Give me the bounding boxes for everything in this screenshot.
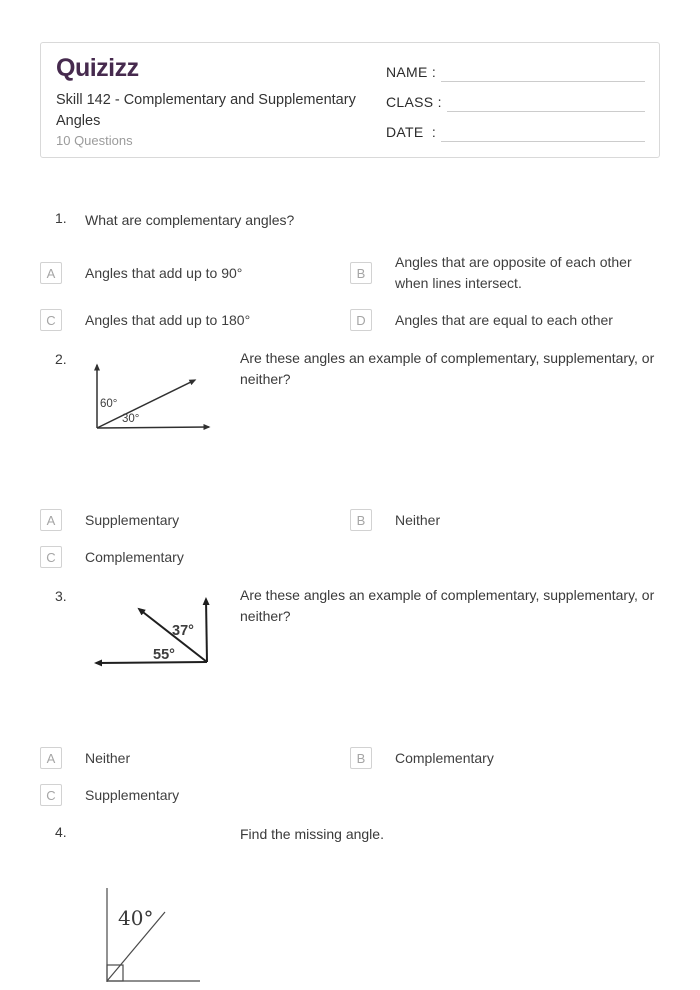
option-label: Angles that are equal to each other (395, 311, 613, 328)
question-1-option-a (40, 250, 340, 296)
option-label: Supplementary (85, 511, 180, 528)
question-1-number: 1. (55, 210, 67, 226)
question-3-angle-diagram (85, 588, 220, 675)
name-field-row (386, 58, 645, 82)
date-field-row (386, 118, 645, 142)
class-field-row (386, 88, 645, 112)
question-3-number: 3. (55, 588, 67, 604)
question-2-option-c (40, 541, 340, 573)
date-label: DATE : (386, 124, 437, 140)
question-1-option-d (350, 304, 662, 336)
student-info-fields (386, 54, 645, 149)
class-input-line[interactable] (447, 92, 645, 112)
question-count: 10 Questions (56, 133, 133, 148)
option-label: Angles that add up to 180° (85, 311, 251, 328)
question-3-option-a (40, 742, 340, 774)
option-letter-box[interactable]: A (40, 747, 62, 769)
quizizz-logo: Quizizz (56, 54, 139, 82)
option-label: Supplementary (85, 786, 180, 803)
option-label: Neither (85, 749, 131, 766)
question-2-angle-diagram (85, 355, 220, 440)
option-letter-box[interactable]: C (40, 784, 62, 806)
option-label: Neither (395, 511, 441, 528)
question-2-number: 2. (55, 351, 67, 367)
question-4-text: Find the missing angle. (240, 826, 384, 842)
question-1-option-c (40, 304, 340, 336)
question-3-text: Are these angles an example of complementary, supplementary, or neither? (240, 587, 655, 624)
angle-label-55: 55° (153, 647, 175, 663)
option-letter-box[interactable]: C (40, 546, 62, 568)
option-letter-box[interactable]: A (40, 262, 62, 284)
question-3-option-b (350, 742, 650, 774)
angle-label-60: 60° (100, 398, 118, 410)
angle-label-30: 30° (122, 413, 140, 425)
question-3-option-c (40, 779, 340, 811)
option-label: Complementary (85, 548, 184, 565)
header-left (56, 54, 386, 149)
option-label: Complementary (395, 749, 494, 766)
option-label: Angles that add up to 90° (85, 264, 243, 281)
name-input-line[interactable] (441, 62, 645, 82)
date-input-line[interactable] (441, 122, 645, 142)
question-2-option-b (350, 504, 650, 536)
worksheet-header (40, 42, 660, 158)
angle-label-37: 37° (172, 623, 194, 639)
option-letter-box[interactable]: C (40, 309, 62, 331)
question-1-option-b (350, 250, 662, 296)
name-label: NAME : (386, 64, 437, 80)
question-4-angle-diagram (95, 880, 210, 990)
option-letter-box[interactable]: D (350, 309, 372, 331)
class-label: CLASS : (386, 94, 442, 110)
worksheet-title: Skill 142 - Complementary and Supplementary Angles (56, 92, 356, 129)
question-2-text: Are these angles an example of complementary, supplementary, or neither? (240, 350, 655, 387)
option-label: Angles that are opposite of each other when lines intersect. (395, 254, 632, 291)
angle-label-40: 40° (118, 906, 154, 930)
question-4-number: 4. (55, 824, 67, 840)
question-2-option-a (40, 504, 340, 536)
option-letter-box[interactable]: B (350, 509, 372, 531)
option-letter-box[interactable]: B (350, 262, 372, 284)
option-letter-box[interactable]: A (40, 509, 62, 531)
question-1-text: What are complementary angles? (85, 212, 295, 228)
option-letter-box[interactable]: B (350, 747, 372, 769)
